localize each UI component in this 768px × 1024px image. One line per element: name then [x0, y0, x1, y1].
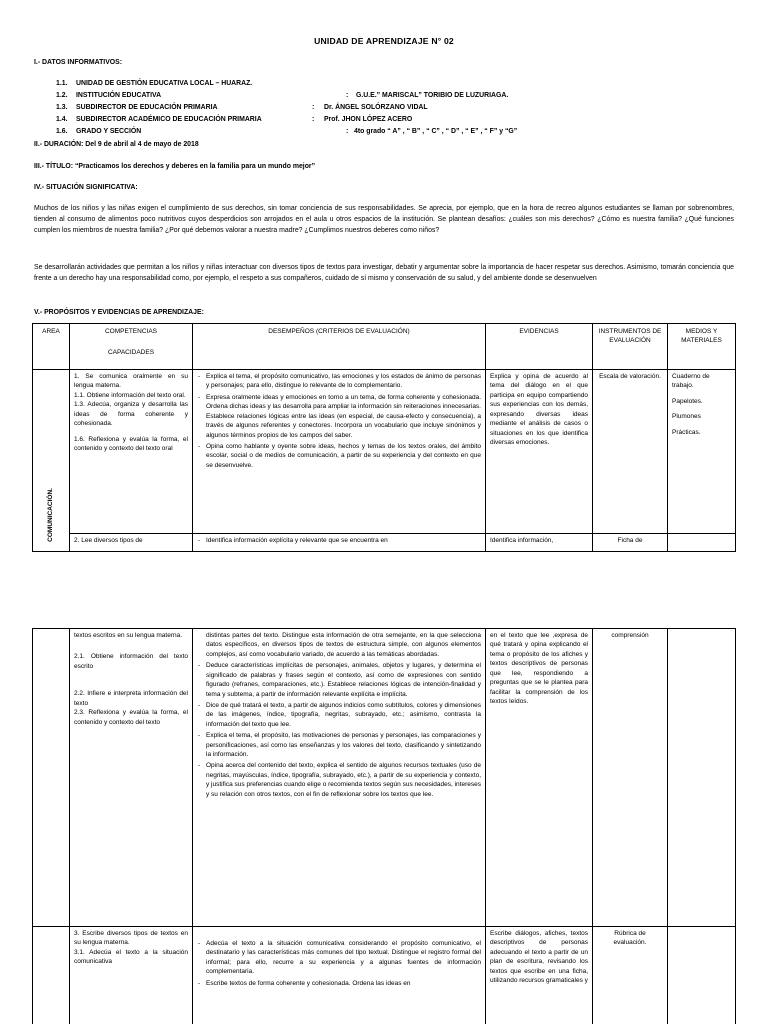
- datos-item-sep: :: [312, 116, 315, 123]
- datos-item-label: UNIDAD DE GESTIÓN EDUCATIVA LOCAL – HUARAZ.: [76, 80, 253, 87]
- desempeno-item: - Identifica información explícita y relevante que se encuentra en: [197, 536, 481, 545]
- header-competencias: [70, 324, 193, 370]
- datos-item-sep: :: [312, 104, 315, 111]
- desempeno-item: - Explica el tema, el propósito, las motivaciones de personas y personajes, las comparaciones y personificaciones, así como las enseñanzas y los valores del texto, clasificando y sintetizando la información.: [197, 731, 481, 759]
- desempeno-item: - Adecúa el texto a la situación comunicativa considerando el propósito comunicativo, el destinatario y las características más comunes del tipo textual. Distingue el registro formal del informal; para ello, recurre a su experiencia y a algunas fuentes de información complementaria.: [197, 939, 481, 977]
- capacidad-item: 2.1. Obtiene información del texto escrito: [74, 653, 188, 670]
- document-page-2: [0, 628, 768, 1024]
- medio-item: Plumones: [672, 413, 701, 421]
- desempeno-item: - Escribe textos de forma coherente y cohesionada. Ordena las ideas en: [197, 979, 481, 988]
- competencia-title: 3. Escribe diversos tipos de textos en su lengua materna.: [74, 930, 188, 947]
- desempenos-cell: [193, 927, 486, 1024]
- area-cell: [33, 629, 70, 927]
- desempeno-item: - Dice de qué tratará el texto, a partir de algunos indicios como subtítulos, colores y dimensiones de las imágenes, índice, tipografía, negritas, subrayado, etc.; asimismo, contrasta la información del texto que lee.: [197, 701, 481, 729]
- datos-item-label: GRADO Y SECCIÓN: [76, 128, 142, 135]
- header-evidencias: EVIDENCIAS: [486, 324, 593, 370]
- header-capacidades-label: CAPACIDADES: [107, 349, 155, 357]
- capacidad-item: 1.6. Reflexiona y evalúa la forma, el contenido y contexto del texto oral: [74, 435, 188, 452]
- evidencia-cell: Explica y opina de acuerdo al tema del diálogo en el que participa en equipo compartiendo sus experiencias con los demás, expresando diversas ideas mediante el análisis de casos o situaciones en los que identifica diversas emociones.: [486, 370, 593, 534]
- medio-item: Prácticas.: [672, 428, 701, 436]
- competencia-cell: 2. Lee diversos tipos de: [70, 534, 193, 552]
- competencia-cell: [70, 927, 193, 1024]
- capacidad-item: 2.2. Infiere e interpreta información del texto: [74, 690, 188, 707]
- situacion-heading: IV.- SITUACIÓN SIGNIFICATIVA:: [34, 184, 138, 191]
- table-row: [33, 629, 736, 927]
- header-competencias-label: COMPETENCIAS: [104, 328, 157, 335]
- capacidad-item: 1.1. Obtiene información del texto oral.: [74, 391, 186, 399]
- medio-item: Cuaderno de trabajo.: [672, 373, 710, 390]
- datos-item-value: Dr. ÁNGEL SOLÓRZANO VIDAL: [324, 104, 428, 111]
- evidencia-cell: Identifica información,: [486, 534, 593, 552]
- medios-cell: [668, 927, 736, 1024]
- desempeno-item: - Opina acerca del contenido del texto, explica el sentido de algunos recursos textuales (uso de negritas, mayúsculas, índice, tipografía, subrayado, etc.), a partir de su experiencia y contexto, y justifica sus preferencias cuando elige o recomienda textos según sus necesidades, intereses y su relación con otros textos, con el fin de reflexionar sobre los textos que lee.: [197, 761, 481, 799]
- datos-item-num: 1.3.: [56, 104, 68, 111]
- page-gap: [0, 556, 768, 628]
- header-instrumentos: INSTRUMENTOS DE EVALUACIÓN: [593, 324, 668, 370]
- datos-item-sep: :: [346, 128, 349, 135]
- datos-item-value: G.U.E.” MARISCAL” TORIBIO DE LUZURIAGA.: [356, 92, 509, 99]
- medios-cell: [668, 629, 736, 927]
- desempenos-cell: [193, 534, 486, 552]
- table-row: [33, 370, 736, 534]
- datos-heading: I.- DATOS INFORMATIVOS:: [34, 59, 123, 66]
- desempeno-continued: distintas partes del texto. Distingue esta información de otra semejante, en la que selecciona datos específicos, en diversos tipos de textos de estructura simple, con algunos elementos complejos, así como vocabulario variado, de acuerdo a las temáticas abordadas.: [206, 632, 481, 658]
- evidencia-cell: en el texto que lee ,expresa de qué tratará y opina explicando el tema o propósito de los afiches y textos descriptivos de personas que lee, respondiendo a preguntas que se le plantea para facilitar la comprensión de los textos leídos.: [486, 629, 593, 927]
- instrumento-cell: comprensión: [593, 629, 668, 927]
- competencia-title: textos escritos en su lengua materna.: [74, 632, 183, 639]
- desempenos-cell: [193, 370, 486, 534]
- propositos-heading: V.- PROPÓSITOS Y EVIDENCIAS DE APRENDIZAJE:: [34, 309, 204, 316]
- situacion-paragraph-1: Muchos de los niños y las niñas exigen el cumplimiento de sus derechos, sin tomar conciencia de sus responsabilidades. Se aprecia, por ejemplo, que en la hora de recreo algunos estudiantes se llaman por sobrenombres, tienden al consumo de alimentos poco nutritivos cuyos desperdicios son arrojados en el aula u otros espacios de la institución. Se plantean desafíos: ¿cuáles son mis derechos? ¿Cómo es nuestra familia? ¿Qué funciones cumplen los miembros de nuestra familia? ¿Por qué debemos valorar a nuestra madre? ¿Cumplimos nuestros deberes como niños?: [34, 205, 734, 235]
- desempeno-item: - Deduce características implícitas de personajes, animales, objetos y lugares, y determina el significado de palabras y frases según el contexto, así como de expresiones con sentido figurado (refranes, comparaciones, etc.). Establece relaciones lógicas de intención-finalidad y tema y subtema, a partir de información relevante explícita e implícita.: [197, 661, 481, 699]
- duracion: II.- DURACIÓN: Del 9 de abril al 4 de mayo de 2018: [34, 141, 199, 148]
- medios-cell: [668, 370, 736, 534]
- table-row: [33, 534, 736, 552]
- medio-item: Papelotes.: [672, 397, 703, 405]
- document-title: UNIDAD DE APRENDIZAJE N° 02: [314, 36, 454, 46]
- medios-cell: [668, 534, 736, 552]
- header-medios: MEDIOS Y MATERIALES: [668, 324, 736, 370]
- desempeno-item: - Explica el tema, el propósito comunicativo, las emociones y los estados de ánimo de personas y personajes; para ello, distingue lo relevante de lo complementario.: [197, 372, 481, 391]
- table-row: [33, 927, 736, 1024]
- area-cell: [33, 927, 70, 1024]
- propositos-table-continued: [32, 628, 736, 1024]
- titulo: III.- TÍTULO: “Practicamos los derechos y deberes en la familia para un mundo mejor”: [34, 163, 316, 170]
- area-cell: [33, 370, 70, 552]
- table-header-row: [33, 324, 736, 370]
- evidencia-cell: Escribe diálogos, afiches, textos descriptivos de personas adecuando el texto a partir de un plan de escritura, revisando los textos que escribe en una ficha, utilizando recursos gramaticales y: [486, 927, 593, 1024]
- datos-item-label: SUBDIRECTOR DE EDUCACIÓN PRIMARIA: [76, 104, 218, 111]
- area-label: COMUNICACIÓN.: [47, 487, 55, 542]
- datos-item-num: 1.2.: [56, 92, 68, 99]
- datos-item-num: 1.4.: [56, 116, 68, 123]
- desempeno-item: - Opina como hablante y oyente sobre ideas, hechos y temas de los textos orales, del ámbito escolar, social o de medios de comunicación, a partir de su experiencia y del contexto en que se desenvuelve.: [197, 442, 481, 470]
- datos-item-num: 1.6.: [56, 128, 68, 135]
- situacion-paragraph-2: Se desarrollarán actividades que permitan a los niños y niñas interactuar con diversos tipos de textos para investigar, debatir y argumentar sobre la importancia de hacer respetar sus derechos. Asimismo, tomarán conciencia que frente a un derecho hay una responsabilidad como, por ejemplo, el respeto a sus compañeros, cuidado de sí mismo y conservación de su salud, y del ambiente donde se desenvuelven: [34, 264, 734, 283]
- capacidad-item: 3.1. Adecúa el texto a la situación comunicativa: [74, 948, 188, 966]
- instrumento-cell: Escala de valoración.: [593, 370, 668, 534]
- instrumento-cell: Rúbrica de evaluación.: [593, 927, 668, 1024]
- competencia-cell: [70, 370, 193, 534]
- propositos-table: [32, 323, 736, 552]
- datos-item-num: 1.1.: [56, 80, 68, 87]
- capacidad-item: 2.3. Reflexiona y evalúa la forma, el contenido y contexto del texto: [74, 709, 188, 726]
- header-desempenos: DESEMPEÑOS (CRITERIOS DE EVALUACIÓN): [193, 324, 486, 370]
- datos-item-sep: :: [346, 92, 349, 99]
- datos-item-value: 4to grado “ A” , “ B” , “ C” , “ D” , “ E” , “ F” y “G”: [354, 128, 518, 135]
- capacidad-item: 1.3. Adecúa, organiza y desarrolla las ideas de forma coherente y cohesionada.: [74, 401, 188, 428]
- competencia-title: 1. Se comunica oralmente en su lengua materna.: [74, 373, 188, 390]
- instrumento-cell: Ficha de: [593, 534, 668, 552]
- datos-item-value: Prof. JHON LÓPEZ ACERO: [324, 116, 413, 123]
- datos-item-label: INSTITUCIÓN EDUCATIVA: [76, 92, 162, 99]
- header-area: AREA: [33, 324, 70, 370]
- datos-item-label: SUBDIRECTOR ACADÉMICO DE EDUCACIÓN PRIMARIA: [76, 116, 262, 123]
- desempeno-item: - Expresa oralmente ideas y emociones en torno a un tema, de forma coherente y cohesionada. Ordena dichas ideas y las desarrolla para ampliar la información sin reiteraciones innecesarias. Establece relaciones lógicas entre las ideas (en especial, de causa-efecto y consecuencia), a través de algunos referentes y conectores. Incorpora un vocabulario que incluye sinónimos y algunos términos propios de los campos del saber.: [197, 393, 481, 440]
- competencia-cell: [70, 629, 193, 927]
- desempenos-cell: [193, 629, 486, 927]
